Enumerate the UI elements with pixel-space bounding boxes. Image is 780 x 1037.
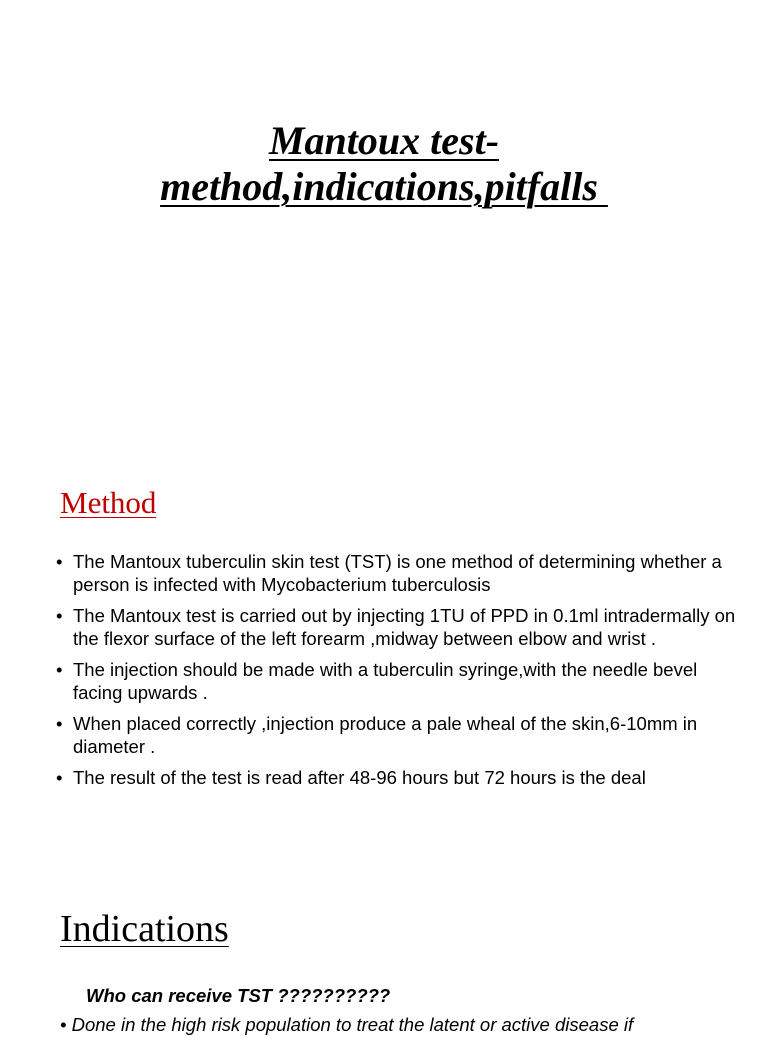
bullet-text: When placed correctly ,injection produce a pale wheal of the skin,6-10mm in diameter . — [73, 713, 698, 757]
bullet-icon: • — [56, 551, 63, 572]
method-bullet-item — [56, 550, 736, 596]
bullet-text: The result of the test is read after 48-96 hours but 72 hours is the deal — [73, 767, 646, 788]
method-bullet-item — [56, 766, 736, 789]
bullet-icon: • — [56, 605, 63, 626]
indications-cutoff-text: • Done in the high risk population to treat the latent or active disease if — [60, 1014, 634, 1035]
indications-heading: Indications — [60, 908, 229, 950]
indications-subheading: Who can receive TST ?????????? — [86, 985, 391, 1006]
bullet-icon: • — [56, 713, 63, 734]
method-bullet-item — [56, 604, 736, 650]
bullet-text: The Mantoux tuberculin skin test (TST) is one method of determining whether a person is infected with Mycobacterium tuberculosis — [73, 551, 722, 595]
bullet-icon: • — [56, 767, 63, 788]
bullet-text: The injection should be made with a tuberculin syringe,with the needle bevel facing upwards . — [73, 659, 698, 703]
bullet-text: The Mantoux test is carried out by injecting 1TU of PPD in 0.1ml intradermally on the flexor surface of the left forearm ,midway between elbow and wrist . — [73, 605, 736, 649]
bullet-icon: • — [56, 659, 63, 680]
method-bullet-item — [56, 658, 736, 704]
document-title — [0, 118, 768, 210]
title-line-2: method,indications,pitfalls — [160, 164, 608, 209]
method-heading: Method — [60, 485, 157, 520]
method-bullet-item — [56, 712, 736, 758]
title-line-1: Mantoux test- — [268, 118, 500, 163]
method-bullet-list — [56, 550, 736, 797]
